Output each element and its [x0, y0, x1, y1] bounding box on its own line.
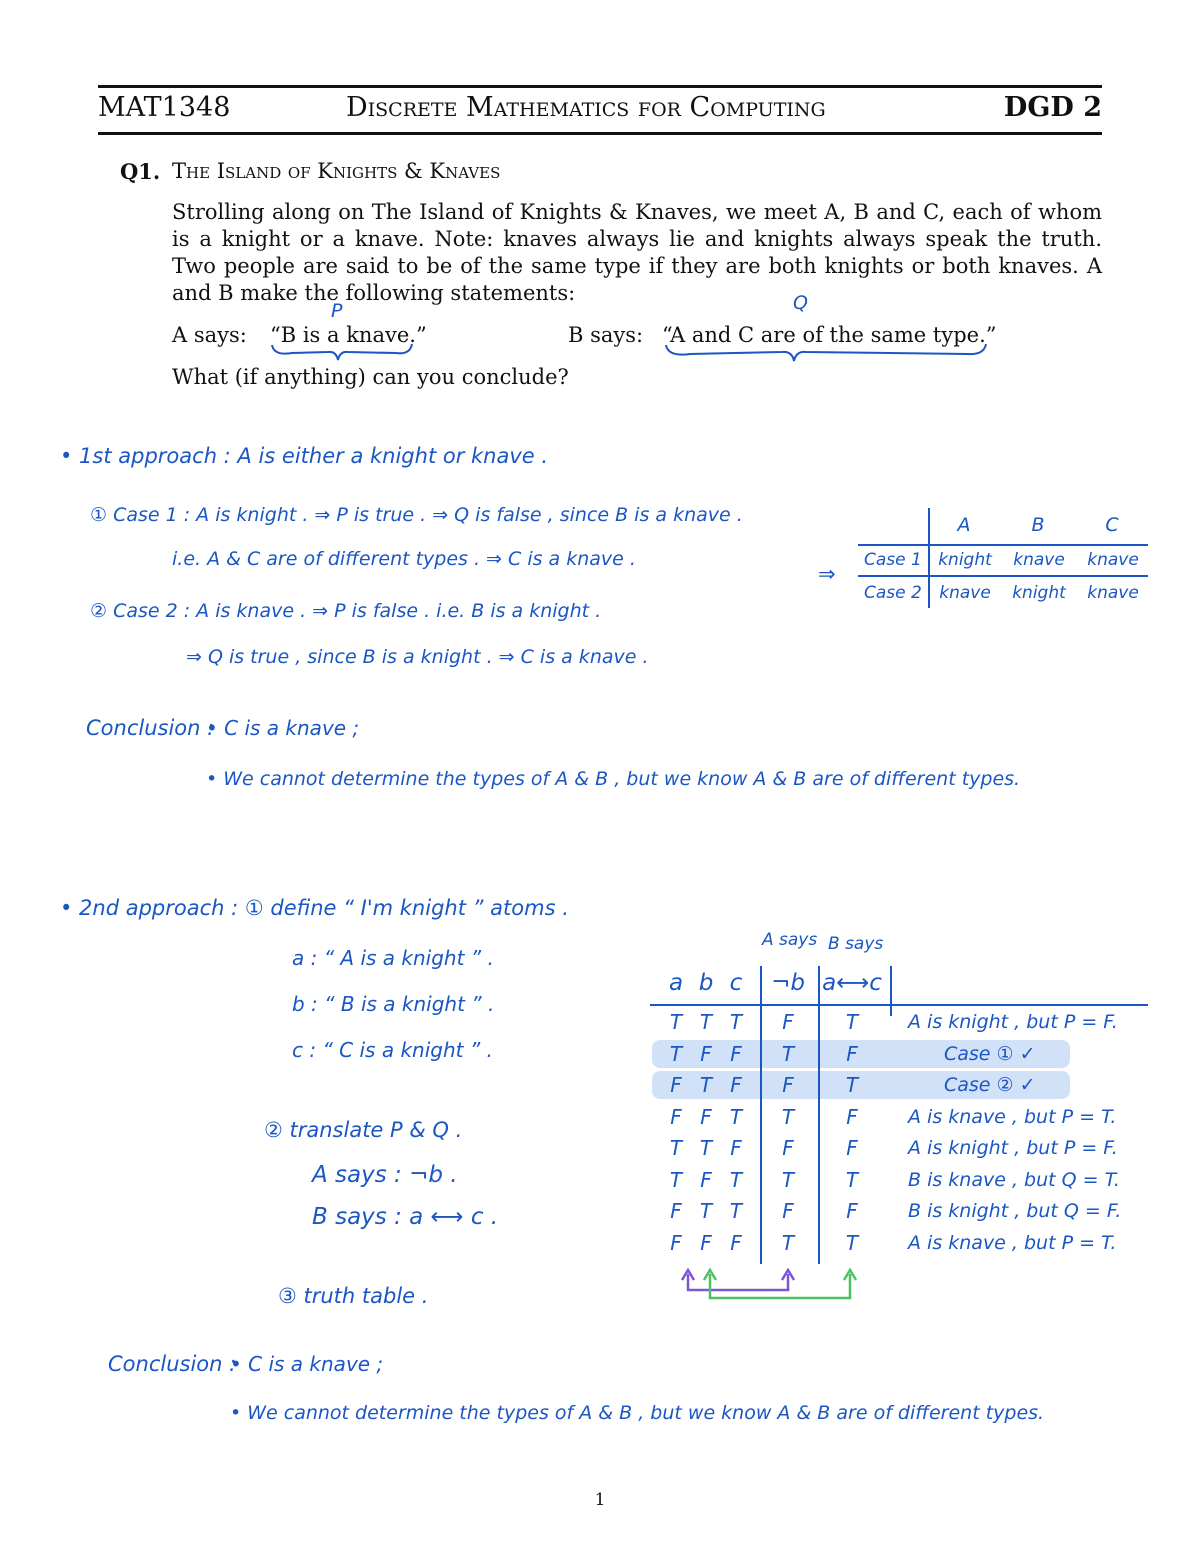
truth-table-cell: T — [729, 1104, 743, 1129]
truth-table-cell: T — [845, 1073, 859, 1097]
truth-table-cell: T — [781, 1104, 795, 1129]
truth-table-header: b — [698, 970, 714, 996]
case-table-header-a: A — [957, 514, 971, 536]
case1-cell-b: knave — [1013, 550, 1065, 570]
approach1-heading: • 1st approach : A is either a knight or knave . — [60, 444, 549, 468]
truth-table-cell: F — [670, 1199, 682, 1223]
case2-label: Case 2 — [864, 583, 922, 603]
truth-table-cell: T — [699, 1073, 713, 1097]
truth-table-cell: T — [669, 1167, 683, 1192]
truth-table-cell: F — [782, 1073, 794, 1097]
truth-table-cell: F — [730, 1073, 742, 1097]
case-table-header-b: B — [1031, 514, 1045, 536]
course-code: MAT1348 — [98, 92, 231, 123]
b-says-quote: “A and C are of the same type.” — [662, 323, 997, 347]
truth-table-note: A is knight , but P = F. — [908, 1011, 1118, 1033]
truth-table-cell: T — [781, 1167, 795, 1192]
case2-cell-c: knave — [1087, 583, 1139, 603]
truth-table-header: ¬b — [771, 970, 805, 996]
truth-table-header: a — [668, 970, 684, 996]
case2-line1: ② Case 2 : A is knave . ⇒ P is false . i.e. B is a knight . — [90, 600, 602, 622]
truth-table-cell: T — [729, 1199, 743, 1223]
atom-b: b : “ B is a knight ” . — [292, 992, 495, 1016]
truth-table-cell: F — [782, 1010, 794, 1034]
truth-table-note: Case ① ✓ — [944, 1042, 1036, 1065]
implies-arrow: ⇒ — [818, 562, 836, 586]
truth-table-cell: F — [782, 1199, 794, 1223]
truth-table-header: a⟷c — [822, 970, 882, 996]
q-label: Q — [793, 292, 808, 314]
truth-table-cell: T — [729, 1167, 743, 1192]
truth-table-cell: F — [846, 1136, 858, 1160]
approach2-conclusion-label: Conclusion : — [108, 1352, 237, 1376]
question-title: The Island of Knights & Knaves — [172, 159, 501, 183]
truth-table-note: A is knave , but P = T. — [908, 1105, 1117, 1128]
approach2-conclusion-1: • C is a knave ; — [230, 1352, 384, 1376]
truth-table-cell: F — [846, 1041, 858, 1066]
truth-table-header-line — [650, 1004, 1148, 1006]
truth-table-cell: F — [700, 1104, 712, 1129]
truth-table-cell: F — [700, 1230, 712, 1255]
truth-table-cell: T — [669, 1041, 683, 1066]
truth-table-cell: F — [846, 1199, 858, 1223]
approach1-conclusion-2: • We cannot determine the types of A & B , but we know A & B are of different types. — [206, 768, 1021, 790]
question-paragraph: Strolling along on The Island of Knights & Knaves, we meet A, B and C, each of whom is a knight or a knave. Note: knaves always lie and knights always speak the truth. Two people are said to be of the same type if they are both knights or both knaves. A and B make the following statements: — [172, 200, 1102, 305]
truth-table-cell: T — [669, 1010, 683, 1034]
case1-line2: i.e. A & C are of different types . ⇒ C is a knave . — [172, 548, 636, 570]
truth-table-cell: T — [669, 1136, 683, 1160]
approach1-conclusion-1: • C is a knave ; — [206, 716, 360, 740]
truth-table-note: A is knight , but P = F. — [908, 1137, 1118, 1159]
truth-table-note: Case ② ✓ — [944, 1074, 1036, 1096]
truth-table-note: B is knight , but Q = F. — [908, 1200, 1122, 1222]
truth-table-cell: T — [699, 1199, 713, 1223]
truth-table-cell: F — [670, 1073, 682, 1097]
p-label: P — [331, 300, 343, 322]
a-says-quote: “B is a knave.” — [270, 323, 427, 347]
case1-cell-c: knave — [1087, 550, 1139, 570]
question-number: Q1. — [120, 159, 161, 184]
question-prompt: What (if anything) can you conclude? — [172, 365, 569, 389]
truth-table-cell: F — [670, 1104, 682, 1129]
truth-table-cell: F — [730, 1041, 742, 1066]
truth-table-header: c — [729, 970, 743, 996]
truth-table-step: ③ truth table . — [278, 1284, 429, 1308]
col-label-b-says: B says — [828, 934, 884, 954]
case1-cell-a: knight — [938, 550, 992, 570]
truth-table-cell: T — [781, 1041, 795, 1066]
atom-c: c : “ C is a knight ” . — [292, 1038, 493, 1062]
truth-table-cell: T — [845, 1010, 859, 1034]
truth-table-cell: F — [782, 1136, 794, 1160]
case2-cell-a: knave — [939, 583, 991, 603]
truth-table-vline-3 — [890, 966, 892, 1016]
truth-table-cell: T — [729, 1010, 743, 1034]
truth-table-note: A is knave , but P = T. — [908, 1231, 1117, 1254]
b-says-formula: B says : a ⟷ c . — [312, 1204, 499, 1230]
a-says-label: A says: — [172, 323, 247, 347]
truth-table-cell: T — [845, 1167, 859, 1192]
page-number: 1 — [594, 1490, 606, 1510]
case1-label: Case 1 — [864, 550, 922, 570]
approach2-conclusion-2: • We cannot determine the types of A & B , but we know A & B are of different types. — [230, 1402, 1045, 1424]
truth-table-vline-2 — [818, 966, 820, 1264]
truth-table-cell: T — [845, 1230, 859, 1255]
truth-table-cell: F — [700, 1167, 712, 1192]
truth-table-cell: F — [730, 1230, 742, 1255]
truth-table-cell: F — [700, 1041, 712, 1066]
document-id: DGD 2 — [1003, 92, 1102, 123]
truth-table-vline-1 — [760, 966, 762, 1264]
truth-table-cell: F — [846, 1104, 858, 1129]
truth-table-cell: T — [699, 1136, 713, 1160]
atom-a: a : “ A is a knight ” . — [292, 946, 494, 970]
truth-table-cell: F — [730, 1136, 742, 1160]
case1-line1: ① Case 1 : A is knight . ⇒ P is true . ⇒ Q is false , since B is a knave . — [90, 504, 743, 526]
col-label-a-says: A says — [762, 930, 818, 950]
approach2-heading: • 2nd approach : ① define “ I'm knight ” atoms . — [60, 896, 569, 920]
case2-line2: ⇒ Q is true , since B is a knight . ⇒ C is a knave . — [186, 646, 649, 668]
truth-table-cell: F — [670, 1230, 682, 1255]
truth-table-cell: T — [699, 1010, 713, 1034]
course-title: Discrete Mathematics for Computing — [346, 92, 826, 123]
truth-table-cell: T — [781, 1230, 795, 1255]
a-says-formula: A says : ¬b . — [312, 1162, 458, 1188]
translate-step: ② translate P & Q . — [264, 1118, 463, 1142]
truth-table-note: B is knave , but Q = T. — [908, 1168, 1120, 1191]
b-says-label: B says: — [568, 323, 644, 347]
case-table-header-c: C — [1105, 514, 1119, 536]
case2-cell-b: knight — [1012, 583, 1066, 603]
approach1-conclusion-label: Conclusion : — [86, 716, 215, 740]
